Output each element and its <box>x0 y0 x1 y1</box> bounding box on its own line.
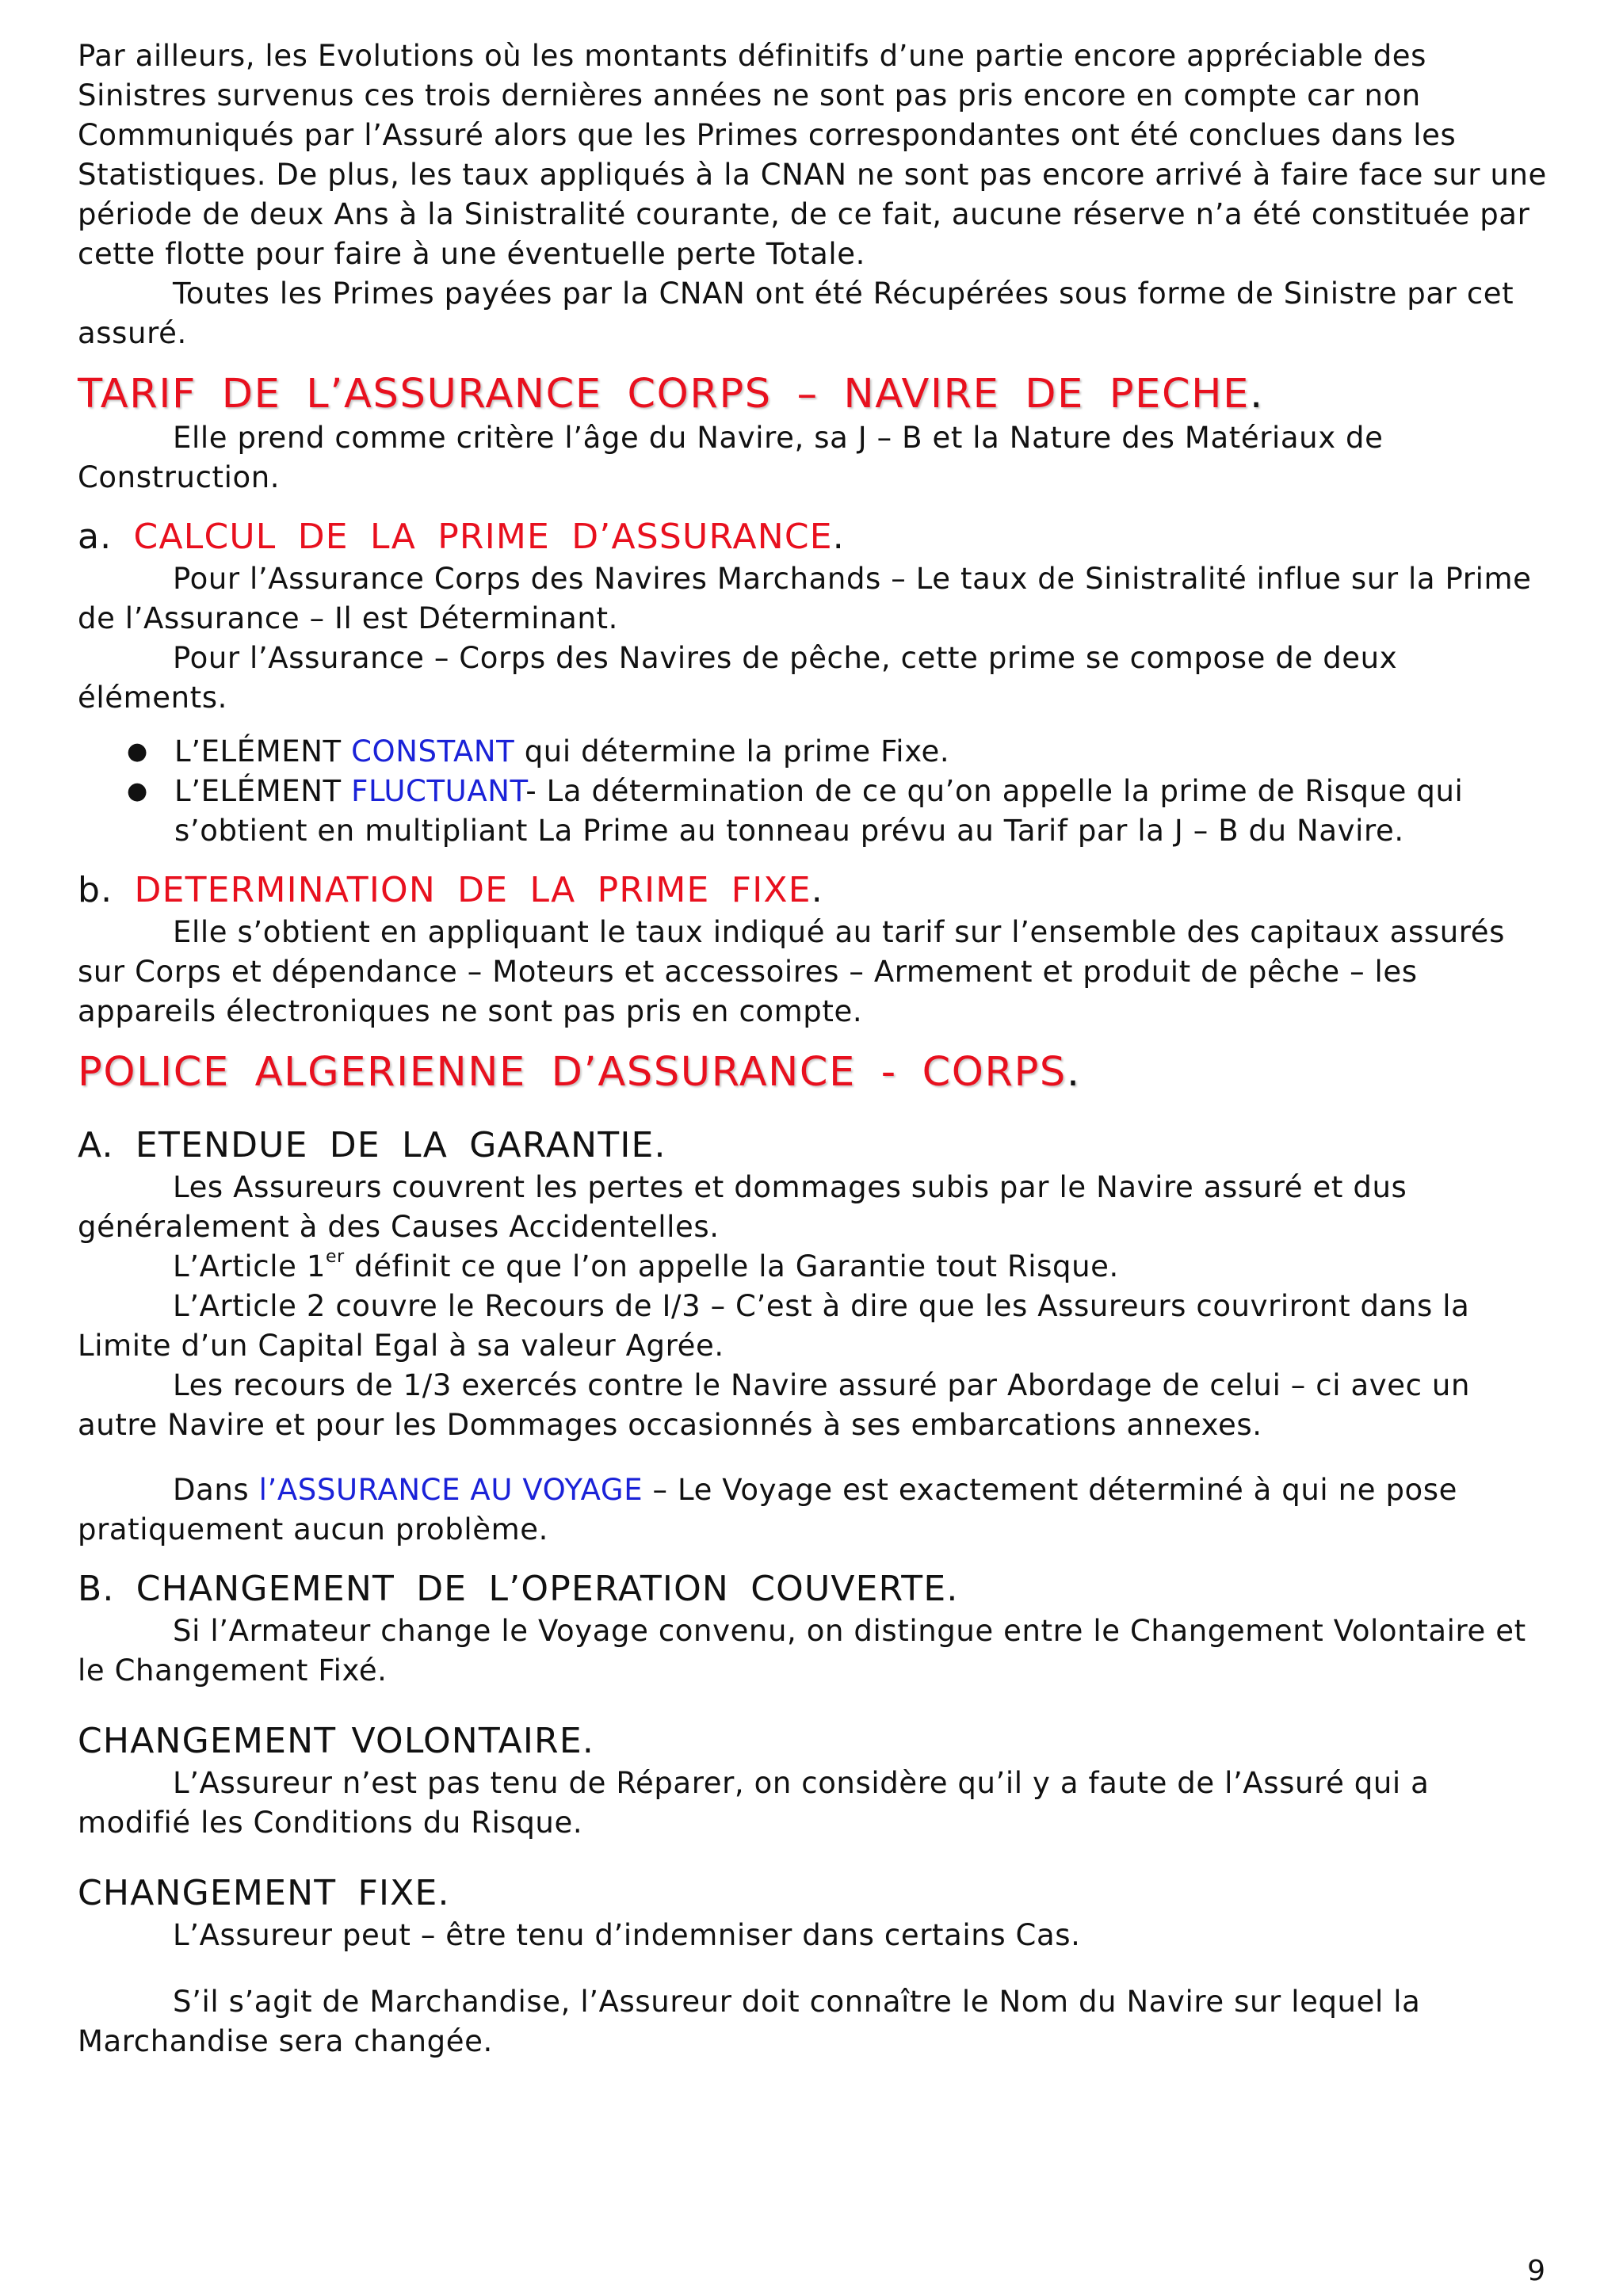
heading-changement-volontaire: CHANGEMENT VOLONTAIRE. <box>78 1721 595 1761</box>
bullet-2-key: FLUCTUANT <box>351 774 526 808</box>
heading-changement-fixe: CHANGEMENT FIXE. <box>78 1873 450 1913</box>
voyage-key: l’ASSURANCE AU VOYAGE <box>258 1473 643 1507</box>
heading-tarif-assurance <box>78 371 1549 418</box>
bullet-2-pre: L’ELÉMENT <box>174 774 352 808</box>
heading-b-prefix: b. <box>78 870 113 910</box>
heading-b-text: DETERMINATION DE LA PRIME FIXE <box>134 870 812 910</box>
paragraph-primes-recuperees: Toutes les Primes payées par la CNAN ont été Récupérées sous forme de Sinistre par cet assuré. <box>78 277 1514 350</box>
article-1-post: définit ce que l’on appelle la Garantie tout Risque. <box>344 1249 1119 1283</box>
heading-tarif-period: . <box>1249 371 1264 418</box>
paragraph-taux-indique: Elle s’obtient en appliquant le taux indiqué au tarif sur l’ensemble des capitaux assurés sur Corps et dépendance – Moteurs et accessoires – Armement et produit de pêche – les appareils électroniques ne sont pas pris en compte. <box>78 915 1506 1028</box>
paragraph-evolutions: Par ailleurs, les Evolutions où les montants définitifs d’une partie encore appréciable des Sinistres survenus ces trois dernières années ne sont pas pris encore en compte car non Communiqués par l’Assuré alors que les Primes correspondantes ont été conclues dans les Statistiques. De plus, les taux appliqués à la CNAN ne sont pas encore arrivé à faire face sur une période de deux Ans à la Sinistralité courante, de ce fait, aucune réserve n’a été constituée par cette flotte pour faire à une éventuelle perte Totale. <box>78 39 1547 271</box>
heading-police-text: POLICE ALGERIENNE D’ASSURANCE - CORPS <box>78 1049 1067 1096</box>
page-number: 9 <box>1527 2255 1545 2287</box>
paragraph-recours-abordage: Les recours de 1/3 exercés contre le Navire assuré par Abordage de celui – ci avec un autre Navire et pour les Dommages occasionnés à ses embarcations annexes. <box>78 1368 1470 1442</box>
paragraph-assureur-pas-tenu: L’Assureur n’est pas tenu de Réparer, on considère qu’il y a faute de l’Assuré qui a modifié les Conditions du Risque. <box>78 1766 1430 1840</box>
heading-a-period: . <box>832 517 845 557</box>
paragraph-armateur-change: Si l’Armateur change le Voyage convenu, on distingue entre le Changement Volontaire et le Changement Fixé. <box>78 1614 1526 1688</box>
heading-tarif-text: TARIF DE L’ASSURANCE CORPS – NAVIRE DE PECHE <box>78 371 1250 418</box>
bullet-1-post: qui détermine la prime Fixe. <box>514 734 950 769</box>
voyage-post: – Le Voyage est exactement déterminé à qui ne pose pratiquement aucun problème. <box>78 1473 1458 1547</box>
paragraph-critere-age: Elle prend comme critère l’âge du Navire, sa J – B et la Nature des Matériaux de Construction. <box>78 421 1384 494</box>
heading-police-algerienne <box>78 1049 1549 1097</box>
heading-B-changement-operation: B. CHANGEMENT DE L’OPERATION COUVERTE. <box>78 1569 959 1609</box>
paragraph-marchandise: S’il s’agit de Marchandise, l’Assureur doit connaître le Nom du Navire sur lequel la Marchandise sera changée. <box>78 1985 1421 2058</box>
list-item <box>78 732 1549 772</box>
article-1-pre: L’Article 1 <box>173 1249 326 1283</box>
paragraph-assureur-peut-etre: L’Assureur peut – être tenu d’indemniser dans certains Cas. <box>173 1918 1081 1952</box>
paragraph-article-2: L’Article 2 couvre le Recours de I/3 – C’est à dire que les Assureurs couvriront dans la Limite d’un Capital Egal à sa valeur Agrée. <box>78 1289 1470 1363</box>
paragraph-assurance-voyage <box>78 1470 1549 1550</box>
heading-police-period: . <box>1066 1049 1081 1096</box>
heading-a-calcul-prime <box>78 515 1549 559</box>
document-page <box>78 36 1549 2061</box>
heading-a-text: CALCUL DE LA PRIME D’ASSURANCE <box>133 517 833 557</box>
heading-A-etendue-garantie: A. ETENDUE DE LA GARANTIE. <box>78 1125 666 1165</box>
voyage-pre: Dans <box>173 1473 259 1507</box>
paragraph-navires-marchands: Pour l’Assurance Corps des Navires Marchands – Le taux de Sinistralité influe sur la Prime de l’Assurance – Il est Déterminant. <box>78 562 1532 635</box>
heading-b-prime-fixe <box>78 868 1549 913</box>
heading-a-prefix: a. <box>78 517 113 557</box>
paragraph-article-1 <box>78 1247 1549 1287</box>
bullet-1-pre: L’ELÉMENT <box>174 734 352 769</box>
bullet-2-post: - La détermination de ce qu’on appelle la prime de Risque qui s’obtient en multipliant La Prime au tonneau prévu au Tarif par la J – B du Navire. <box>174 774 1464 848</box>
list-item <box>78 772 1549 851</box>
bullet-icon: ● <box>127 777 148 805</box>
article-1-sup: er <box>325 1247 345 1267</box>
bullet-1-key: CONSTANT <box>351 734 515 769</box>
bullet-icon: ● <box>127 738 148 765</box>
heading-b-period: . <box>811 870 823 910</box>
paragraph-navires-peche: Pour l’Assurance – Corps des Navires de pêche, cette prime se compose de deux éléments. <box>78 641 1398 715</box>
bullet-list-elements <box>78 732 1549 851</box>
paragraph-assureurs-couvrent: Les Assureurs couvrent les pertes et dommages subis par le Navire assuré et dus généralement à des Causes Accidentelles. <box>78 1170 1407 1244</box>
